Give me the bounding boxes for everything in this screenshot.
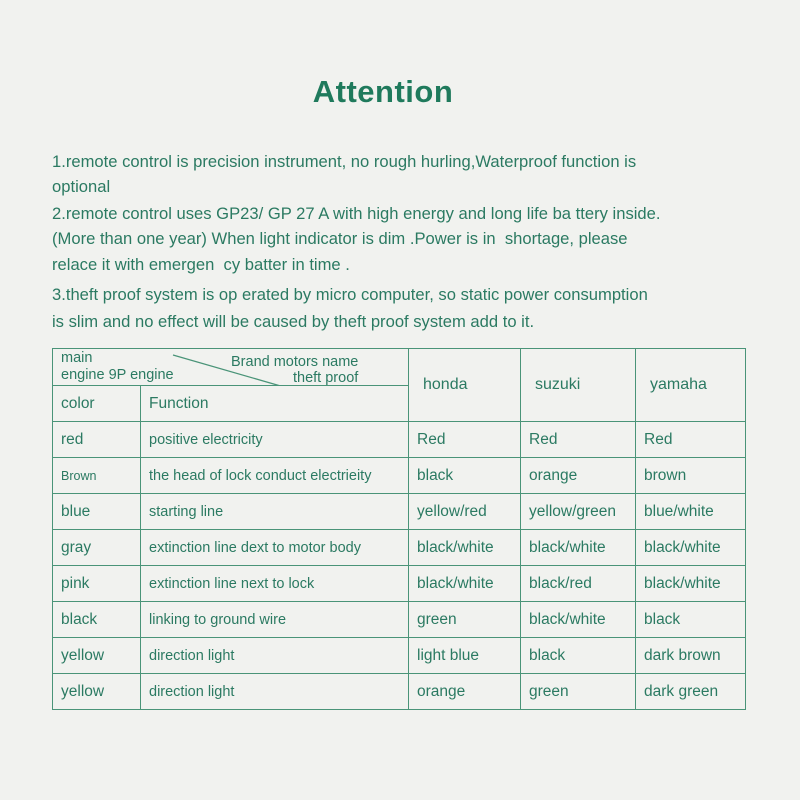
note-line: 2.remote control uses GP23/ GP 27 A with high energy and long life ba ttery inside.	[52, 204, 661, 223]
note-line: (More than one year) When light indicator is dim .Power is in shortage, please	[52, 229, 628, 248]
cell-honda: black	[409, 458, 521, 494]
table-body	[53, 422, 746, 710]
cell-suzuki: black/white	[521, 602, 636, 638]
cell-suzuki: orange	[521, 458, 636, 494]
header-brand: Brand motors name	[231, 354, 359, 370]
cell-function: the head of lock conduct electrieity	[141, 458, 409, 494]
cell-function: extinction line next to lock	[141, 566, 409, 602]
note-line: is slim and no effect will be caused by theft proof system add to it.	[52, 312, 535, 331]
header-theft: theft proof	[293, 370, 359, 386]
cell-color: Brown	[53, 458, 141, 494]
cell-function: starting line	[141, 494, 409, 530]
note-line: 3.theft proof system is op erated by micro computer, so static power consumption	[52, 285, 648, 304]
cell-honda: yellow/red	[409, 494, 521, 530]
table-row	[53, 494, 746, 530]
header-honda: honda	[409, 349, 521, 422]
cell-color: yellow	[53, 638, 141, 674]
header-diagonal-cell	[53, 349, 409, 386]
header-function: Function	[141, 386, 409, 422]
table-row	[53, 422, 746, 458]
header-engine: engine 9P engine	[61, 367, 174, 383]
cell-yamaha: dark brown	[636, 638, 746, 674]
wiring-table	[52, 348, 746, 710]
cell-color: yellow	[53, 674, 141, 710]
cell-function: direction light	[141, 674, 409, 710]
header-color: color	[53, 386, 141, 422]
cell-color: pink	[53, 566, 141, 602]
cell-yamaha: dark green	[636, 674, 746, 710]
cell-honda: black/white	[409, 530, 521, 566]
cell-color: blue	[53, 494, 141, 530]
header-main: main	[61, 350, 93, 366]
cell-yamaha: black/white	[636, 566, 746, 602]
table-row	[53, 674, 746, 710]
cell-yamaha: Red	[636, 422, 746, 458]
cell-suzuki: black/red	[521, 566, 636, 602]
table-row	[53, 458, 746, 494]
cell-color: red	[53, 422, 141, 458]
table-row	[53, 530, 746, 566]
cell-honda: green	[409, 602, 521, 638]
table-row	[53, 602, 746, 638]
cell-suzuki: black	[521, 638, 636, 674]
cell-function: direction light	[141, 638, 409, 674]
cell-yamaha: black/white	[636, 530, 746, 566]
cell-suzuki: green	[521, 674, 636, 710]
cell-function: extinction line dext to motor body	[141, 530, 409, 566]
cell-honda: Red	[409, 422, 521, 458]
note-line: optional	[52, 177, 111, 196]
cell-function: positive electricity	[141, 422, 409, 458]
page-title: Attention	[312, 74, 454, 109]
cell-yamaha: black	[636, 602, 746, 638]
cell-suzuki: black/white	[521, 530, 636, 566]
table-row	[53, 638, 746, 674]
note-line: 1.remote control is precision instrument, no rough hurling,Waterproof function is	[52, 152, 637, 171]
cell-color: black	[53, 602, 141, 638]
table-row	[53, 566, 746, 602]
cell-color: gray	[53, 530, 141, 566]
header-yamaha: yamaha	[636, 349, 746, 422]
cell-honda: orange	[409, 674, 521, 710]
note-line: relace it with emergen cy batter in time .	[52, 255, 350, 274]
cell-suzuki: Red	[521, 422, 636, 458]
header-suzuki: suzuki	[521, 349, 636, 422]
cell-yamaha: brown	[636, 458, 746, 494]
cell-honda: light blue	[409, 638, 521, 674]
cell-yamaha: blue/white	[636, 494, 746, 530]
cell-honda: black/white	[409, 566, 521, 602]
cell-suzuki: yellow/green	[521, 494, 636, 530]
cell-function: linking to ground wire	[141, 602, 409, 638]
